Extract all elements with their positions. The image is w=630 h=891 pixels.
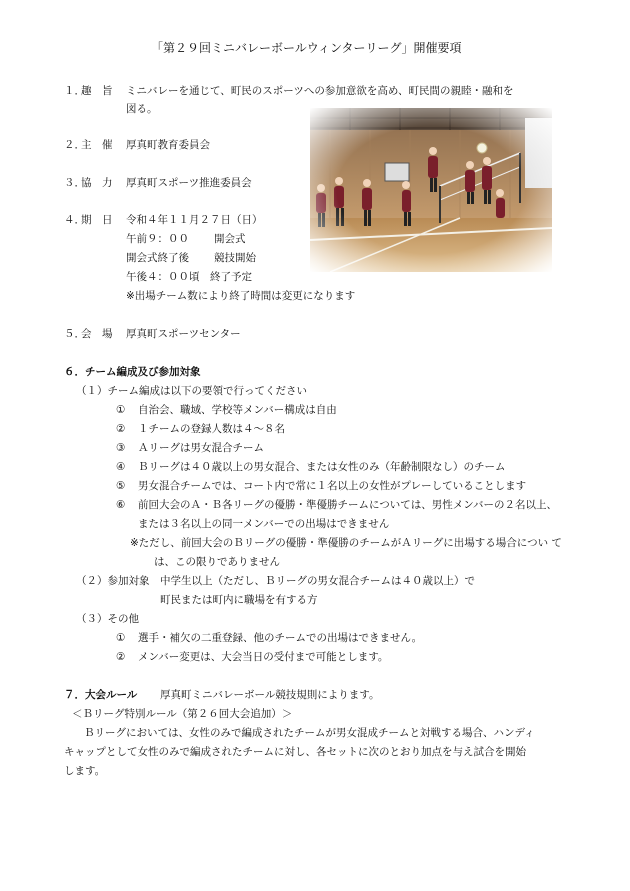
list-item-text: メンバー変更は、大会当日の受付まで可能とします。 [138, 651, 389, 663]
list-item-text: 男女混合チームでは、コート内で常に１名以上の女性がプレーしていることします [138, 480, 527, 492]
time-note: ※出場チーム数により終了時間は変更になります [126, 290, 356, 302]
rule-paragraph-line-2: キャップとして女性のみで編成されたチームに対し、各セットに次のとおり加点を与え試合を開始 [64, 746, 526, 758]
list-item-text-cont: または３名以上の同一メンバーでの出場はできません [138, 518, 390, 530]
competition-start: 競技開始 [214, 252, 256, 264]
section-6-part-2-cont: 町民または町内に職場を有する方 [160, 594, 318, 606]
list-item-mark: ① [116, 404, 126, 416]
list-item-text: 前回大会のＡ・Ｂ各リーグの優勝・準優勝チームについては、男性メンバーの２名以上、 [138, 499, 558, 511]
list-item-mark: ② [116, 651, 126, 663]
gym-scene-image [310, 108, 552, 272]
list-item-mark: ⑥ [116, 499, 126, 511]
list-item-text: １チームの登録人数は４～８名 [138, 423, 285, 435]
section-1-text: ミニバレーを通じて、町民のスポーツへの参加意欲を高め、町民間の親睦・融和を [126, 85, 514, 97]
section-1-label: 趣 旨 [81, 85, 113, 97]
section-4-label: 期 日 [81, 214, 113, 226]
section-7-heading: ７．大会ルール [64, 689, 138, 701]
list-item-mark: ③ [116, 442, 126, 454]
section-6-note-cont: は、この限りでありません [154, 556, 280, 568]
list-item-text: 自治会、職域、学校等メンバー構成は自由 [138, 404, 337, 416]
section-1-text-cont: 図る。 [126, 103, 158, 115]
section-6-part-2-heading: （２）参加対象 中学生以上（ただし、Ｂリーグの男女混合チームは４０歳以上）で [76, 575, 475, 587]
section-3-number: ３． [64, 177, 85, 189]
opening-time: 午前９：００ [126, 233, 189, 245]
section-5-label: 会 場 [81, 328, 113, 340]
section-3-text: 厚真町スポーツ推進委員会 [126, 177, 252, 189]
list-item-text: Ｂリーグは４０歳以上の男女混合、または女性のみ（年齢制限なし）のチーム [138, 461, 506, 473]
section-1-number: １． [64, 85, 85, 97]
b-league-special-rule: ＜Ｂリーグ特別ルール（第２６回大会追加）＞ [72, 708, 293, 720]
list-item-text: 選手・補欠の二重登録、他のチームでの出場はできません。 [138, 632, 423, 644]
after-ceremony: 開会式終了後 [126, 252, 189, 264]
section-5-number: ５． [64, 328, 85, 340]
rule-paragraph-line-3: します。 [64, 765, 106, 777]
section-2-number: ２． [64, 139, 85, 151]
section-3-label: 協 力 [81, 177, 113, 189]
section-6-heading: ６．チーム編成及び参加対象 [64, 366, 201, 378]
section-2-text: 厚真町教育委員会 [126, 139, 210, 151]
section-6-note: ※ただし、前回大会のＢリーグの優勝・準優勝のチームがＡリーグに出場する場合につい て [130, 537, 562, 549]
list-item-mark: ① [116, 632, 126, 644]
section-6-part-1-heading: （１）チーム編成は以下の要領で行ってください [76, 385, 307, 397]
list-item-text: Ａリーグは男女混合チーム [138, 442, 264, 454]
section-7-text: 厚真町ミニバレーボール競技規則によります。 [160, 689, 380, 701]
section-6-part-3-heading: （３）その他 [76, 613, 139, 625]
section-5-text: 厚真町スポーツセンター [126, 328, 241, 340]
list-item-mark: ② [116, 423, 126, 435]
rule-paragraph-line-1: Ｂリーグにおいては、女性のみで編成されたチームが男女混成チームと対戦する場合、ハンディ [84, 727, 535, 739]
section-4-number: ４． [64, 214, 85, 226]
event-date: 令和４年１１月２７日（日） [126, 214, 263, 226]
opening-ceremony: 開会式 [214, 233, 246, 245]
volleyball-photo [310, 108, 552, 272]
end-time: 午後４：００頃 終了予定 [126, 271, 252, 283]
list-item-mark: ④ [116, 461, 126, 473]
page-title: 「第２９回ミニバレーボールウィンターリーグ」開催要項 [151, 41, 462, 55]
section-2-label: 主 催 [81, 139, 113, 151]
list-item-mark: ⑤ [116, 480, 126, 492]
